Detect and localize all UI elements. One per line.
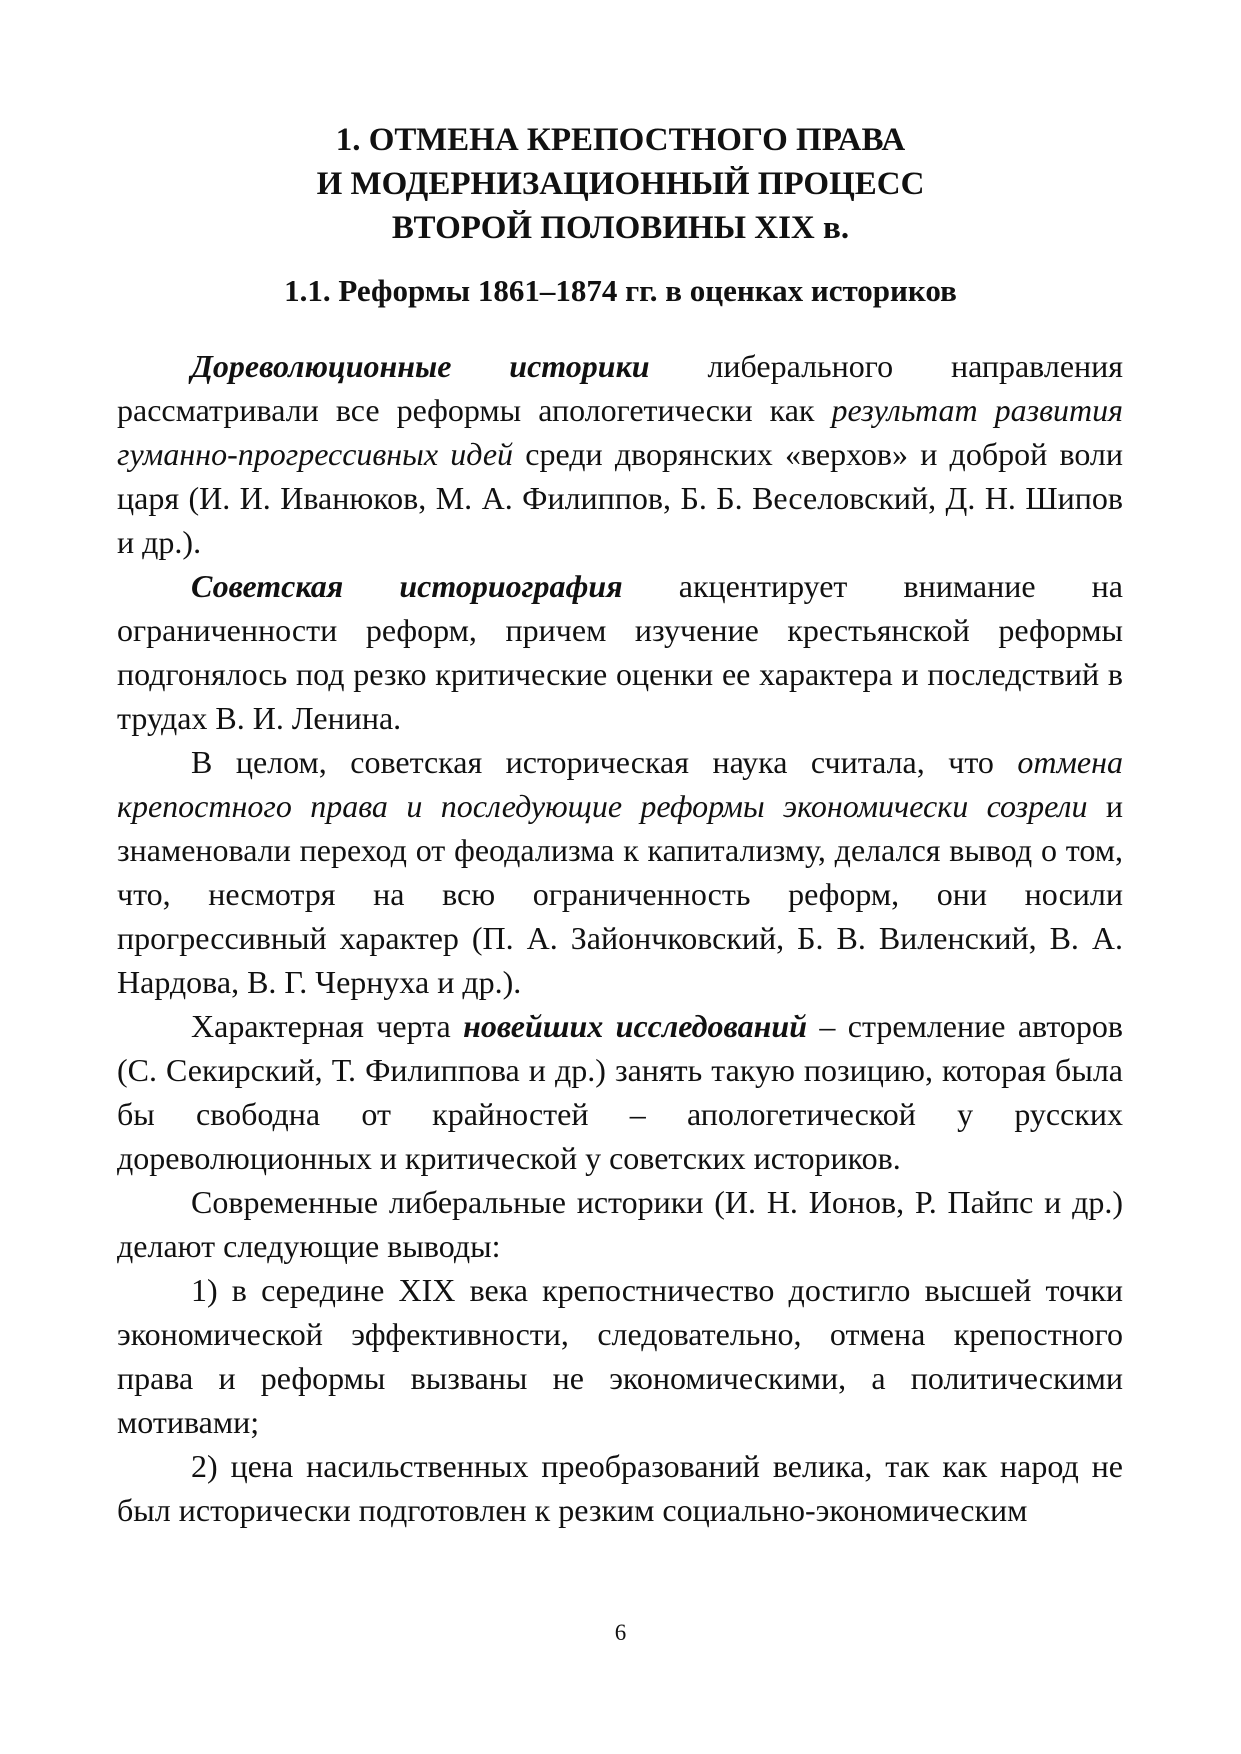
paragraph-text: либерального направления рассматривали все реформы апологетически как	[117, 348, 1124, 428]
body-text	[117, 344, 1123, 1532]
term-recent-research: новейших исследований	[463, 1008, 807, 1044]
term-prerevolutionary-historians: Дореволюционные историки	[191, 348, 650, 384]
paragraph-soviet-science	[117, 740, 1123, 1004]
paragraph-text: 1) в середине XIX века крепостничество достигло высшей точки экономической эффективности, следовательно, отмена крепостного права и реформы вызваны не экономическими, а политическими мотивами;	[117, 1272, 1123, 1440]
paragraph-recent-research	[117, 1004, 1123, 1180]
emphasis-economic-maturity: отмена крепостного права и последующие реформы экономически созрели	[117, 744, 1123, 824]
paragraph-text: В целом, советская историческая наука считала, что	[191, 744, 1018, 780]
term-soviet-historiography: Советская историография	[191, 568, 623, 604]
list-item-conclusion-2	[117, 1444, 1123, 1532]
paragraph-text: Современные либеральные историки (И. Н. Ионов, Р. Пайпс и др.) делают следующие выводы:	[117, 1184, 1123, 1264]
paragraph-prerevolutionary-historians	[117, 344, 1123, 564]
chapter-title-line-2: И МОДЕРНИЗАЦИОННЫЙ ПРОЦЕСС	[316, 166, 925, 202]
chapter-title	[0, 118, 1241, 250]
paragraph-liberal-historians	[117, 1180, 1123, 1268]
page-number: 6	[614, 1620, 627, 1645]
section-title: 1.1. Реформы 1861–1874 гг. в оценках историков	[284, 273, 957, 308]
paragraph-text: среди дворянских «верхов» и доброй воли царя (И. И. Иванюков, М. А. Филиппов, Б. Б. Веселовский, Д. Н. Шипов и др.).	[117, 436, 1124, 560]
chapter-title-line-1: 1. ОТМЕНА КРЕПОСТНОГО ПРАВА	[335, 122, 906, 158]
paragraph-soviet-historiography	[117, 564, 1123, 740]
list-item-conclusion-1	[117, 1268, 1123, 1444]
chapter-title-line-3: ВТОРОЙ ПОЛОВИНЫ XIX в.	[391, 210, 850, 246]
paragraph-text: и знаменовали переход от феодализма к капитализму, делался вывод о том, что, несмотря на всю ограниченность реформ, они носили прогрессивный характер (П. А. Зайончковский, Б. В. Виленский, В. А. Нардова, В. Г. Чернуха и др.).	[117, 788, 1124, 1000]
paragraph-text: акцентирует внимание на ограниченности реформ, причем изучение крестьянской реформы подгонялось под резко критические оценки ее характера и последствий в трудах В. И. Ленина.	[117, 568, 1124, 736]
paragraph-text: – стремление авторов (С. Секирский, Т. Филиппова и др.) занять такую позицию, которая была бы свободна от крайностей – апологетической у русских дореволюционных и критической у советских историков.	[117, 1008, 1124, 1176]
paragraph-text: Характерная черта	[191, 1008, 464, 1044]
emphasis-humanist-ideas: результат развития гуманно-прогрессивных идей	[117, 392, 1124, 472]
paragraph-text: 2) цена насильственных преобразований велика, так как народ не был исторически подготовлен к резким социально-экономическим	[117, 1448, 1123, 1528]
